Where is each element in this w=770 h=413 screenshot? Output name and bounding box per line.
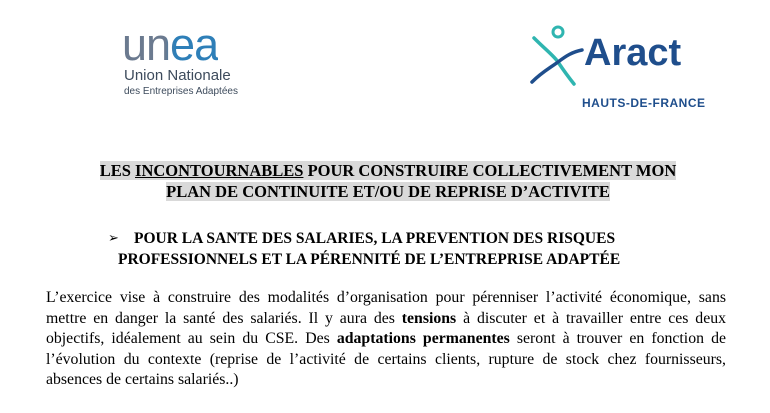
aract-logo: [528, 22, 728, 112]
section-heading-line1: POUR LA SANTE DES SALARIES, LA PREVENTION DES RISQUES: [134, 230, 616, 247]
aract-region: HAUTS-DE-FRANCE: [582, 96, 706, 110]
body-paragraph: [46, 288, 726, 391]
aract-wordmark: Aract: [584, 32, 682, 74]
unea-wordmark-text: unea: [122, 19, 219, 70]
unea-wordmark: [122, 19, 219, 70]
para-text3: seront à trouver en fonction de l’évolution du contexte (reprise de l’activité de certains clients, rupture de stock chez fournisseurs, absences de certains salariés..): [46, 330, 726, 388]
unea-line1: Union Nationale: [124, 67, 231, 84]
para-text1: L’exercice vise à construire des modalités d’organisation pour pérenniser l’activité économique, sans mettre en danger la santé des salariés. Il y aura des: [46, 289, 726, 327]
para-text2: à discuter et à travailler entre ces deux objectifs, idéalement au sein du CSE. Des: [46, 309, 726, 347]
arrow-bullet-icon: ➢: [108, 231, 119, 246]
para-bold-tensions: tensions: [401, 309, 457, 327]
title-part1: LES: [99, 161, 136, 180]
unea-logo: [122, 19, 262, 102]
para-bold-adaptations: adaptations permanentes: [336, 330, 510, 347]
title-line2: PLAN DE CONTINUITE ET/OU DE REPRISE D’ACTIVITE: [166, 182, 610, 201]
section-heading-line2: PROFESSIONNELS ET LA PÉRENNITÉ DE L’ENTREPRISE ADAPTÉE: [118, 251, 621, 268]
section-heading: [108, 228, 718, 270]
title-part2: POUR CONSTRUIRE COLLECTIVEMENT MON: [303, 161, 677, 180]
title-line1: [100, 161, 677, 180]
unea-line2: des Entreprises Adaptées: [124, 86, 238, 97]
aract-symbol-icon: [528, 22, 588, 92]
document-title: [68, 160, 708, 202]
title-underlined: INCONTOURNABLES: [135, 161, 304, 180]
